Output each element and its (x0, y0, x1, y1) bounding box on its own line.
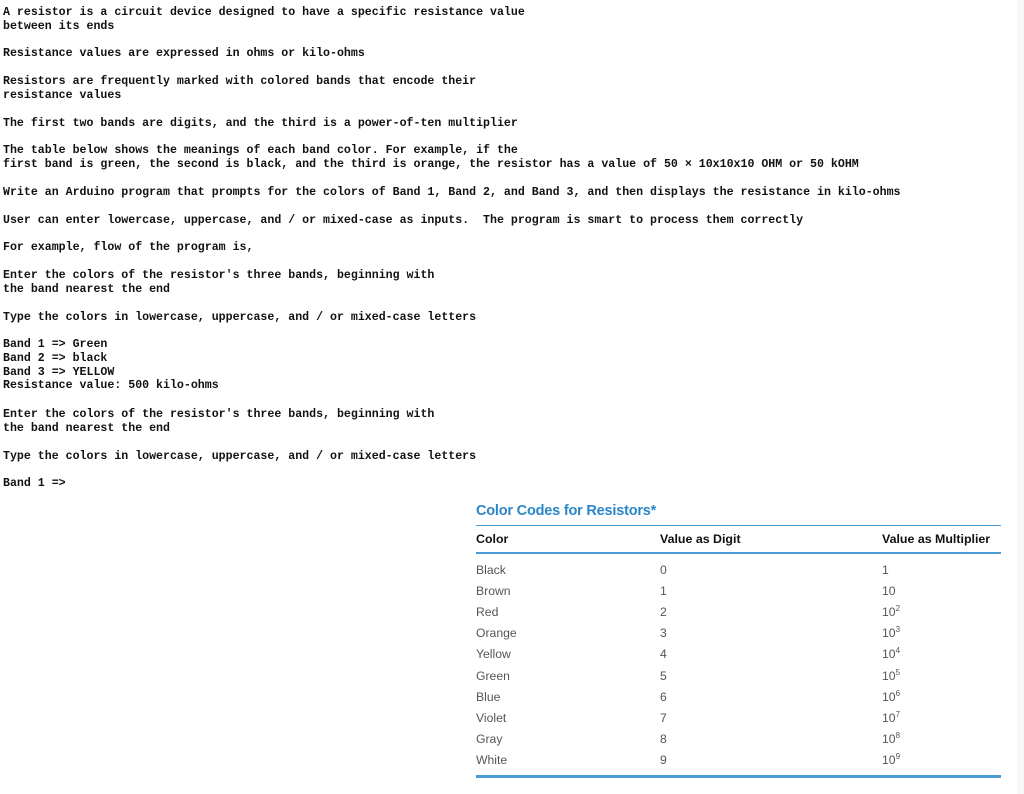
table-body (476, 553, 1001, 771)
cell-multiplier (882, 665, 1001, 686)
cell-color: Green (476, 668, 510, 683)
multiplier-base: 10 (882, 583, 896, 598)
multiplier-base: 1 (882, 562, 889, 577)
table-header-row (476, 526, 1001, 554)
cell-color: White (476, 753, 508, 768)
table-row (476, 644, 1001, 665)
text-paragraph-resistor-definition: A resistor is a circuit device designed to have a specific resistance value between its ends (3, 6, 525, 33)
multiplier-base: 10 (882, 604, 896, 619)
cell-color: Orange (476, 626, 517, 641)
cell-multiplier (882, 644, 1001, 665)
text-prompt-enter-colors-repeat: Enter the colors of the resistor's three bands, beginning with the band nearest the end (3, 408, 435, 435)
text-band1-prompt: Band 1 => (3, 477, 66, 490)
text-prompt-case-letters: Type the colors in lowercase, uppercase, and / or mixed-case letters (3, 311, 477, 324)
text-prompt-enter-colors: Enter the colors of the resistor's three bands, beginning with the band nearest the end (3, 269, 435, 296)
cell-digit: 7 (660, 710, 667, 725)
table-row (476, 623, 1001, 644)
cell-multiplier (882, 580, 1001, 601)
table-row (476, 750, 1001, 771)
cell-multiplier (882, 623, 1001, 644)
cell-digit: 3 (660, 626, 667, 641)
cell-multiplier (882, 750, 1001, 771)
text-prompt-case-letters-repeat: Type the colors in lowercase, uppercase, and / or mixed-case letters (3, 450, 477, 463)
multiplier-base: 10 (882, 753, 896, 768)
table-title: Color Codes for Resistors* (476, 503, 657, 519)
multiplier-exponent: 9 (895, 752, 901, 762)
table-row (476, 553, 1001, 580)
text-paragraph-example: The table below shows the meanings of each band color. For example, if the first band is green, the second is black, and the third is orange, the resistor has a value of 50 × 10x10x10 OHM or 50 kOHM (3, 144, 859, 171)
cell-multiplier (882, 601, 1001, 622)
cell-digit: 0 (660, 562, 667, 577)
multiplier-exponent: 2 (895, 603, 901, 613)
cell-digit: 2 (660, 604, 667, 619)
table-row (476, 707, 1001, 728)
cell-digit: 8 (660, 732, 667, 747)
cell-multiplier (882, 553, 1001, 580)
table-row (476, 665, 1001, 686)
text-sample-session-output: Band 1 => Green Band 2 => black Band 3 => YELLOW Resistance value: 500 kilo-ohms (3, 338, 219, 393)
multiplier-exponent: 8 (895, 731, 901, 741)
cell-color: Brown (476, 583, 511, 598)
table-bottom-rule (476, 775, 1001, 778)
multiplier-exponent: 4 (895, 646, 901, 656)
multiplier-base: 10 (882, 626, 896, 641)
multiplier-exponent: 3 (895, 625, 901, 635)
text-paragraph-colored-bands: Resistors are frequently marked with colored bands that encode their resistance values (3, 75, 477, 102)
cell-digit: 4 (660, 647, 667, 662)
cell-color: Red (476, 604, 499, 619)
cell-digit: 9 (660, 753, 667, 768)
text-paragraph-task: Write an Arduino program that prompts for the colors of Band 1, Band 2, and Band 3, and then displays the resistance in kilo-ohms (3, 186, 901, 199)
header-multiplier: Value as Multiplier (882, 526, 1001, 554)
text-paragraph-case-handling: User can enter lowercase, uppercase, and / or mixed-case as inputs. The program is smart to process them correctly (3, 214, 804, 227)
text-paragraph-resistance-units: Resistance values are expressed in ohms or kilo-ohms (3, 47, 365, 60)
table-row (476, 686, 1001, 707)
text-paragraph-band-meaning: The first two bands are digits, and the third is a power-of-ten multiplier (3, 117, 518, 130)
cell-multiplier (882, 729, 1001, 750)
cell-multiplier (882, 686, 1001, 707)
cell-color: Gray (476, 732, 503, 747)
multiplier-base: 10 (882, 710, 896, 725)
cell-multiplier (882, 707, 1001, 728)
multiplier-exponent: 7 (895, 709, 901, 719)
cell-color: Violet (476, 710, 507, 725)
header-digit: Value as Digit (660, 526, 882, 554)
table-row (476, 729, 1001, 750)
cell-color: Yellow (476, 647, 511, 662)
color-code-table-section (476, 499, 1001, 778)
multiplier-base: 10 (882, 732, 896, 747)
multiplier-exponent: 6 (895, 688, 901, 698)
cell-digit: 5 (660, 668, 667, 683)
color-code-table (476, 525, 1001, 771)
cell-digit: 6 (660, 689, 667, 704)
table-row (476, 601, 1001, 622)
multiplier-base: 10 (882, 668, 896, 683)
multiplier-base: 10 (882, 647, 896, 662)
header-color: Color (476, 526, 660, 554)
text-paragraph-flow-intro: For example, flow of the program is, (3, 241, 254, 254)
multiplier-exponent: 5 (895, 667, 901, 677)
cell-color: Black (476, 562, 506, 577)
multiplier-base: 10 (882, 689, 896, 704)
cell-digit: 1 (660, 583, 667, 598)
cell-color: Blue (476, 689, 501, 704)
table-row (476, 580, 1001, 601)
